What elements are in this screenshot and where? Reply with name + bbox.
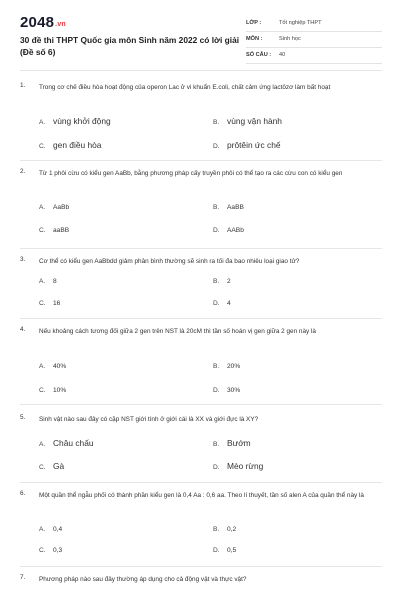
question-divider: [20, 566, 382, 567]
option-letter: C.: [39, 300, 46, 307]
option-a[interactable]: [39, 204, 69, 211]
option-text: Mèo rừng: [227, 461, 264, 471]
meta-key: SỐ CÂU :: [246, 52, 272, 58]
option-letter: D.: [213, 143, 220, 150]
option-b[interactable]: [213, 526, 236, 533]
option-letter: B.: [213, 441, 220, 448]
meta-row-subject: [246, 32, 382, 48]
option-text: AaBb: [53, 204, 70, 211]
option-c[interactable]: [39, 227, 69, 234]
option-d[interactable]: [213, 387, 240, 394]
option-letter: D.: [213, 547, 220, 554]
question-divider: [20, 160, 382, 161]
option-letter: C.: [39, 227, 46, 234]
option-letter: A.: [39, 526, 46, 533]
logo-suffix: .vn: [55, 21, 66, 28]
option-text: gen điều hòa: [53, 140, 102, 150]
question-4: [20, 326, 382, 400]
option-text: 0,4: [53, 526, 63, 533]
logo-text: 2048: [20, 14, 55, 31]
question-text: Nếu khoảng cách tương đối giữa 2 gen trên NST là 20cM thì tần số hoán vị gen giữa 2 gen này là: [39, 328, 316, 335]
option-b[interactable]: [213, 204, 244, 211]
option-text: vùng vận hành: [227, 116, 282, 126]
exam-title: 30 đề thi THPT Quốc gia môn Sinh năm 2022 có lời giải (Đề số 6): [20, 35, 240, 57]
option-text: AABb: [227, 227, 244, 234]
question-divider: [20, 248, 382, 249]
meta-key: LỚP :: [246, 20, 262, 26]
option-text: vùng khởi động: [53, 116, 111, 126]
option-b[interactable]: [213, 363, 240, 370]
option-a[interactable]: [39, 116, 111, 126]
option-d[interactable]: [213, 300, 231, 307]
meta-key: MÔN :: [246, 36, 263, 42]
option-letter: D.: [213, 387, 220, 394]
option-letter: D.: [213, 300, 220, 307]
question-5: [20, 414, 382, 480]
option-text: 20%: [227, 363, 241, 370]
option-b[interactable]: [213, 278, 231, 285]
option-c[interactable]: [39, 300, 60, 307]
meta-row-count: [246, 48, 382, 64]
question-number: 6.: [20, 490, 26, 497]
question-text: Cơ thể có kiểu gen AaBbdd giảm phân bình thường sẽ sinh ra tối đa bao nhiêu loại giao tử?: [39, 258, 300, 265]
question-number: 2.: [20, 168, 26, 175]
option-letter: C.: [39, 387, 46, 394]
option-c[interactable]: [39, 387, 66, 394]
option-letter: A.: [39, 119, 46, 126]
option-text: 16: [53, 300, 61, 307]
option-text: 2: [227, 278, 231, 285]
meta-row-grade: [246, 16, 382, 32]
option-text: 8: [53, 278, 57, 285]
header-divider: [20, 70, 382, 71]
option-text: 40%: [53, 363, 67, 370]
option-letter: B.: [213, 526, 220, 533]
option-d[interactable]: [213, 227, 244, 234]
meta-value: Sinh học: [279, 36, 301, 42]
option-text: 4: [227, 300, 231, 307]
question-6: [20, 490, 382, 564]
question-divider: [20, 482, 382, 483]
option-letter: B.: [213, 204, 220, 211]
option-text: 10%: [53, 387, 67, 394]
option-text: 0,2: [227, 526, 237, 533]
option-letter: C.: [39, 143, 46, 150]
question-text: Sinh vật nào sau đây có cặp NST giới tính ở giới cái là XX và giới đực là XY?: [39, 416, 259, 423]
option-letter: B.: [213, 278, 220, 285]
question-2: [20, 168, 382, 246]
option-a[interactable]: [39, 363, 66, 370]
site-logo[interactable]: [20, 14, 66, 31]
option-text: prôtêin ức chế: [227, 140, 281, 150]
option-b[interactable]: [213, 116, 282, 126]
option-letter: A.: [39, 441, 46, 448]
exam-header: [20, 14, 382, 66]
option-letter: B.: [213, 119, 220, 126]
option-d[interactable]: [213, 140, 281, 150]
option-c[interactable]: [39, 547, 62, 554]
option-a[interactable]: [39, 278, 57, 285]
option-c[interactable]: [39, 140, 101, 150]
question-7: [20, 574, 382, 594]
question-3: [20, 256, 382, 318]
question-number: 7.: [20, 574, 26, 581]
option-letter: D.: [213, 464, 220, 471]
option-letter: A.: [39, 278, 46, 285]
option-text: Châu chấu: [53, 438, 94, 448]
option-c[interactable]: [39, 461, 64, 471]
option-text: aaBB: [53, 227, 70, 234]
question-divider: [20, 318, 382, 319]
question-divider: [20, 404, 382, 405]
question-number: 1.: [20, 82, 26, 89]
option-b[interactable]: [213, 438, 251, 448]
option-text: 0,3: [53, 547, 63, 554]
question-number: 3.: [20, 256, 26, 263]
option-letter: C.: [39, 464, 46, 471]
option-a[interactable]: [39, 438, 94, 448]
option-letter: A.: [39, 363, 46, 370]
question-text: Từ 1 phôi cừu có kiểu gen AaBb, bằng phương pháp cấy truyền phôi có thể tạo ra các cừu con có kiểu gen: [39, 170, 343, 177]
meta-value: 40: [279, 52, 286, 58]
option-letter: C.: [39, 547, 46, 554]
option-d[interactable]: [213, 547, 236, 554]
exam-meta: [246, 16, 382, 64]
option-text: Gà: [53, 461, 65, 471]
option-letter: D.: [213, 227, 220, 234]
question-text: Trong cơ chế điều hòa hoạt động của operon Lac ở vi khuẩn E.coli, chất cảm ứng lactôzơ làm bất hoạt: [39, 84, 331, 91]
option-letter: B.: [213, 363, 220, 370]
option-text: Bướm: [227, 438, 251, 448]
option-text: 30%: [227, 387, 241, 394]
option-text: 0,5: [227, 547, 237, 554]
question-1: [20, 82, 382, 162]
option-letter: A.: [39, 204, 46, 211]
question-number: 5.: [20, 414, 26, 421]
option-d[interactable]: [213, 461, 263, 471]
option-text: AaBB: [227, 204, 244, 211]
question-text: Một quần thể ngẫu phối có thành phần kiểu gen là 0,4 Aa : 0,6 aa. Theo lí thuyết, tần số alen A của quần thể này là: [39, 492, 364, 499]
question-number: 4.: [20, 326, 26, 333]
question-text: Phương pháp nào sau đây thường áp dụng cho cả động vật và thực vật?: [39, 576, 247, 583]
option-a[interactable]: [39, 526, 62, 533]
meta-value: Tốt nghiệp THPT: [279, 20, 322, 26]
